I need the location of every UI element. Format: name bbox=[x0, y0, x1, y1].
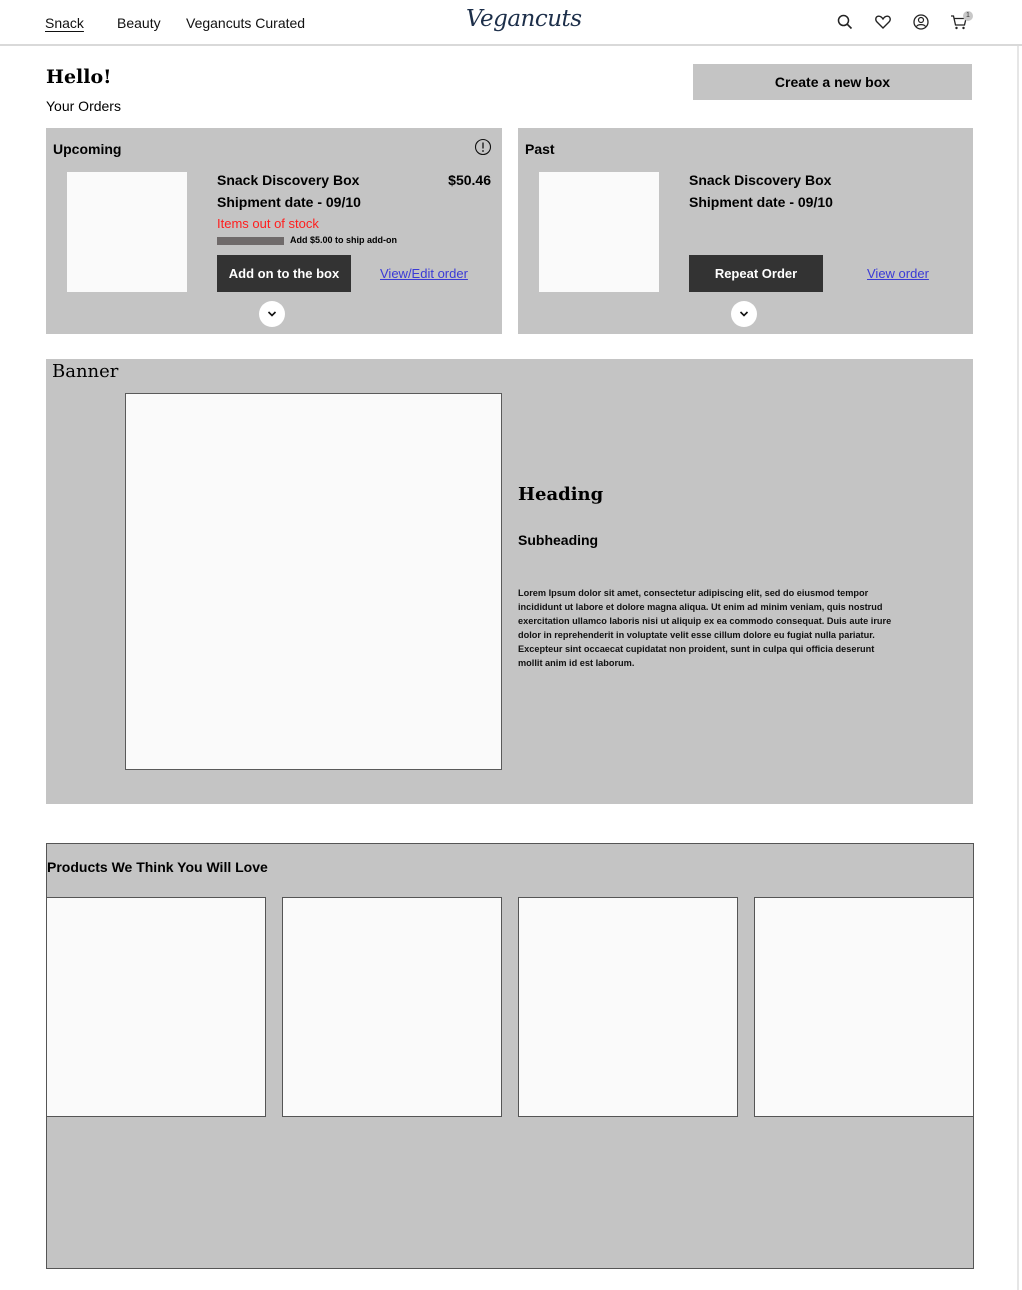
shipment-date: Shipment date - 09/10 bbox=[217, 194, 361, 210]
past-title: Past bbox=[525, 141, 555, 157]
banner-image bbox=[125, 393, 502, 770]
view-edit-order-link[interactable]: View/Edit order bbox=[380, 266, 468, 281]
shipment-date: Shipment date - 09/10 bbox=[689, 194, 833, 210]
info-icon[interactable] bbox=[474, 138, 492, 156]
product-image bbox=[67, 172, 187, 292]
addon-progress-bar bbox=[217, 237, 284, 245]
search-icon[interactable] bbox=[836, 13, 854, 31]
chevron-down-icon bbox=[267, 310, 277, 318]
product-name: Snack Discovery Box bbox=[689, 172, 832, 188]
view-order-link[interactable]: View order bbox=[867, 266, 929, 281]
expand-button[interactable] bbox=[259, 301, 285, 327]
recommended-products bbox=[46, 843, 974, 1269]
divider bbox=[1017, 46, 1019, 1290]
addon-note: Add $5.00 to ship add-on bbox=[290, 235, 398, 245]
products-title: Products We Think You Will Love bbox=[47, 859, 268, 875]
repeat-order-button[interactable]: Repeat Order bbox=[689, 255, 823, 292]
product-name: Snack Discovery Box bbox=[217, 172, 360, 188]
order-price: $50.46 bbox=[448, 172, 491, 188]
nav-beauty[interactable]: Beauty bbox=[117, 15, 161, 31]
cart-count-badge: 1 bbox=[963, 11, 973, 21]
create-new-box-button[interactable]: Create a new box bbox=[693, 64, 972, 100]
expand-button[interactable] bbox=[731, 301, 757, 327]
account-icon[interactable] bbox=[912, 13, 930, 31]
upcoming-order-card bbox=[46, 128, 502, 334]
top-nav bbox=[0, 0, 1022, 46]
orders-title: Your Orders bbox=[46, 98, 121, 114]
product-card[interactable] bbox=[518, 897, 738, 1117]
product-image bbox=[539, 172, 659, 292]
greeting: Hello! bbox=[46, 66, 112, 88]
chevron-down-icon bbox=[739, 310, 749, 318]
banner-subheading: Subheading bbox=[518, 532, 599, 548]
banner-heading: Heading bbox=[518, 484, 604, 505]
add-on-button[interactable]: Add on to the box bbox=[217, 255, 351, 292]
out-of-stock-warning: Items out of stock bbox=[217, 216, 319, 231]
past-order-card bbox=[518, 128, 973, 334]
nav-snack[interactable]: Snack bbox=[45, 15, 84, 31]
product-card[interactable] bbox=[754, 897, 974, 1117]
brand-logo[interactable]: Vegancuts bbox=[466, 6, 582, 32]
banner-label: Banner bbox=[52, 361, 119, 382]
banner-body-text: Lorem Ipsum dolor sit amet, consectetur adipiscing elit, sed do eiusmod tempor incididunt ut labore et dolore magna aliqua. Ut enim ad minim veniam, quis nostrud exercitation ullamco laboris nisi ut aliquip ex ea commodo consequat. Duis aute irure dolor in reprehenderit in voluptate velit esse cillum dolore eu fugiat nulla pariatur. Excepteur sint occaecat cupidatat non proident, sunt in culpa qui officia deserunt mollit anim id est laborum. bbox=[518, 588, 892, 668]
product-card[interactable] bbox=[46, 897, 266, 1117]
heart-icon[interactable] bbox=[874, 13, 892, 31]
promo-banner bbox=[46, 359, 973, 804]
upcoming-title: Upcoming bbox=[53, 141, 122, 157]
product-card[interactable] bbox=[282, 897, 502, 1117]
nav-vegancuts-curated[interactable]: Vegancuts Curated bbox=[186, 15, 306, 31]
